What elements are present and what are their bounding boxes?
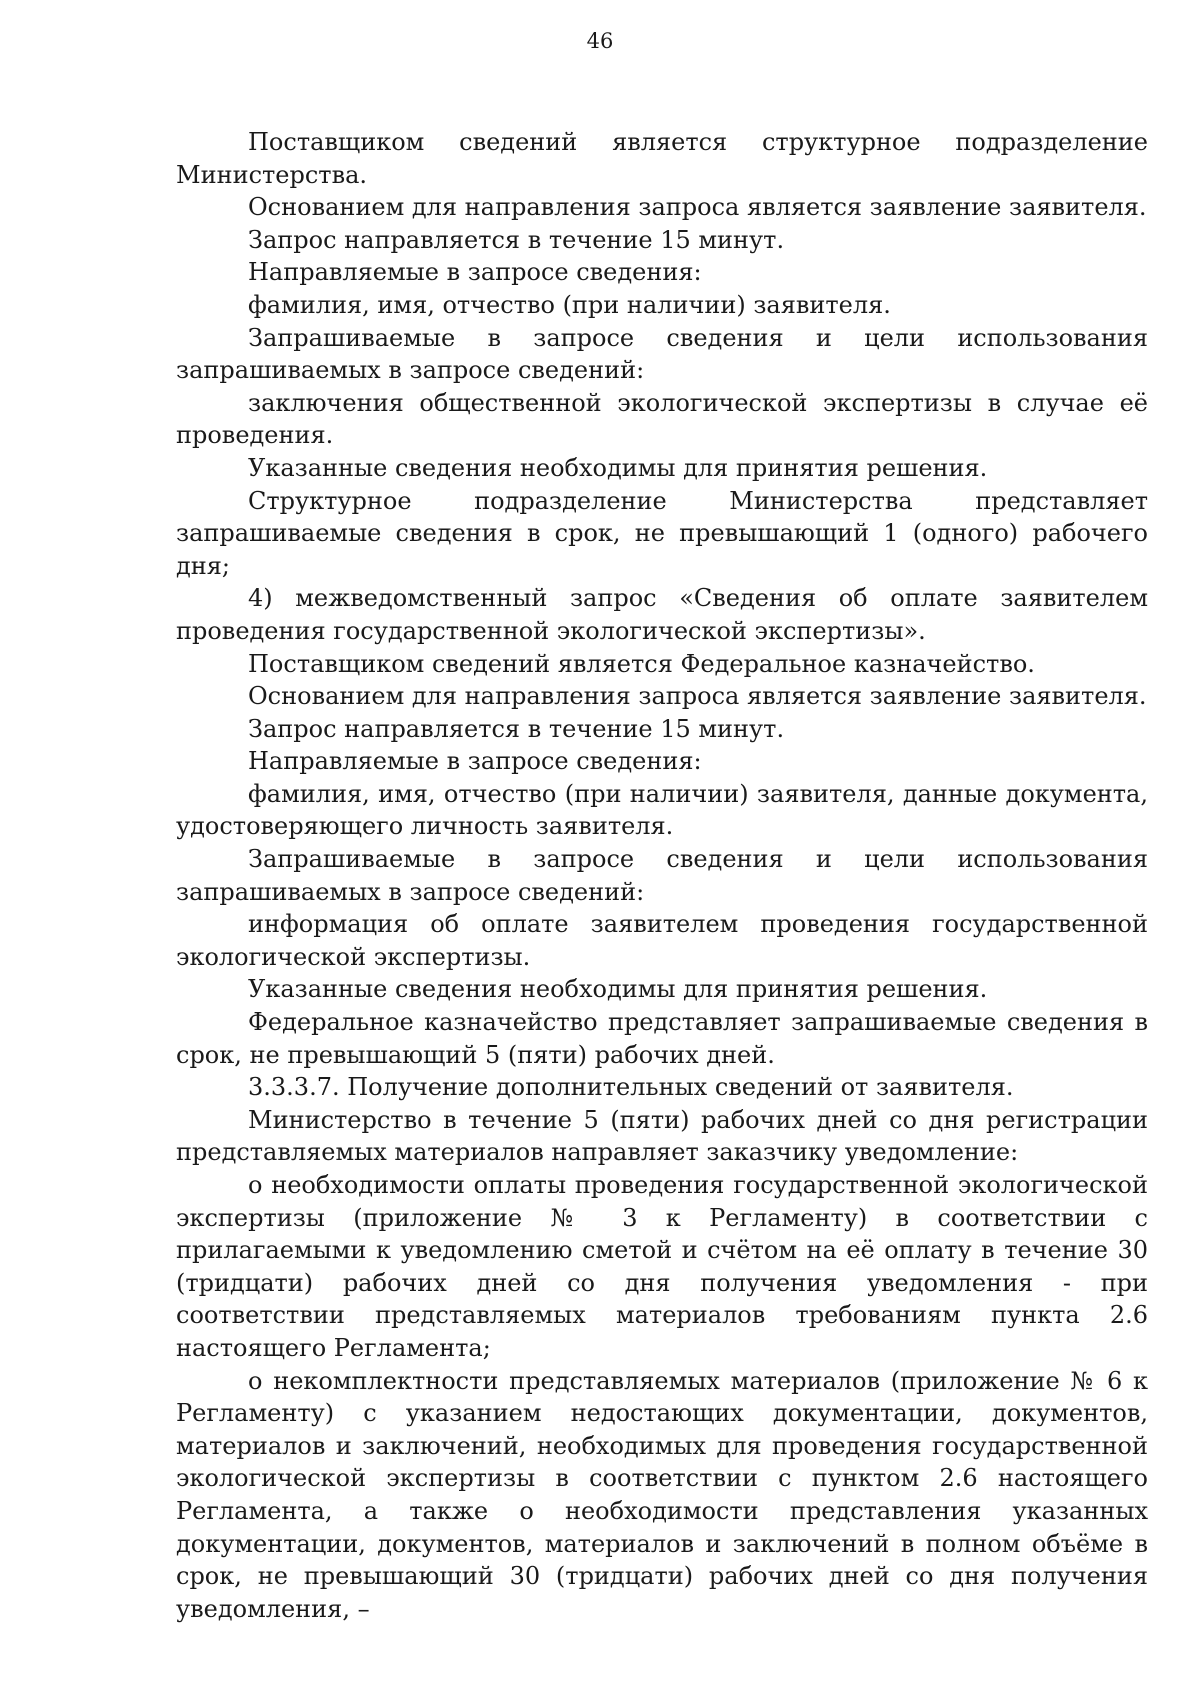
section-heading: 3.3.3.7. Получение дополнительных сведений от заявителя.: [248, 1073, 1014, 1102]
paragraph: Указанные сведения необходимы для принятия решения.: [248, 975, 988, 1004]
paragraph: Поставщиком сведений является Федеральное казначейство.: [248, 649, 1035, 678]
paragraph: фамилия, имя, отчество (при наличии) заявителя, данные документа, удостоверяющего личность заявителя.: [176, 779, 1148, 841]
paragraph: заключения общественной экологической экспертизы в случае её проведения.: [176, 388, 1148, 450]
paragraph: Поставщиком сведений является структурное подразделение Министерства.: [176, 128, 1148, 189]
paragraph: Запрашиваемые в запросе сведения и цели использования запрашиваемых в запросе сведений:: [176, 323, 1148, 385]
document-body: [176, 126, 1148, 1625]
paragraph: Основанием для направления запроса является заявление заявителя.: [248, 193, 1147, 222]
paragraph: о некомплектности представляемых материалов (приложение № 6 к Регламенту) с указанием недостающих документации, документов, материалов и заключений, необходимых для проведения государственной экологической экспертизы в соответствии с пунктом 2.6 настоящего Регламента, а также о необходимости представления указанных документации, документов, материалов и заключений в полном объёме в срок, не превышающий 30 (тридцати) рабочих дней со дня получения уведомления, –: [176, 1366, 1148, 1623]
paragraph: Запрашиваемые в запросе сведения и цели использования запрашиваемых в запросе сведений:: [176, 845, 1148, 906]
page-number: 46: [586, 29, 614, 53]
paragraph: Указанные сведения необходимы для принятия решения.: [248, 453, 988, 482]
paragraph: Структурное подразделение Министерства представляет запрашиваемые сведения в срок, не превышающий 1 (одного) рабочего дня;: [176, 486, 1148, 580]
paragraph: Направляемые в запросе сведения:: [248, 747, 702, 776]
paragraph: Федеральное казначейство представляет запрашиваемые сведения в срок, не превышающий 5 (пяти) рабочих дней.: [176, 1008, 1148, 1069]
paragraph: 4) межведомственный запрос «Сведения об оплате заявителем проведения государственной экологической экспертизы».: [176, 584, 1148, 645]
paragraph: Запрос направляется в течение 15 минут.: [248, 225, 785, 254]
paragraph: Министерство в течение 5 (пяти) рабочих дней со дня регистрации представляемых материалов направляет заказчику уведомление:: [176, 1105, 1148, 1167]
paragraph: Основанием для направления запроса является заявление заявителя.: [248, 682, 1147, 711]
paragraph: фамилия, имя, отчество (при наличии) заявителя.: [248, 290, 891, 319]
paragraph: информация об оплате заявителем проведения государственной экологической экспертизы.: [176, 910, 1148, 971]
paragraph: Направляемые в запросе сведения:: [248, 258, 702, 287]
paragraph: о необходимости оплаты проведения государственной экологической экспертизы (приложение № 3 к Регламенту) в соответствии с прилагаемыми к уведомлению сметой и счётом на её оплату в течение 30 (тридцати) рабочих дней со дня получения уведомления - при соответствии представляемых материалов требованиям пункта 2.6 настоящего Регламента;: [176, 1171, 1148, 1362]
paragraph: Запрос направляется в течение 15 минут.: [248, 714, 785, 743]
